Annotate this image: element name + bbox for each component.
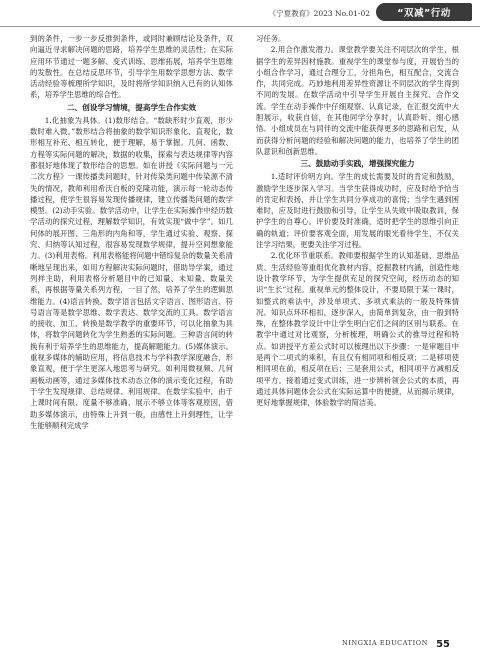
journal-name-en: NINGXIA EDUCATION — [342, 639, 428, 647]
body-paragraph: 2.用合作激发潜力。课堂教学要关注不同层次的学生，根据学生的差异因材施教。重视学生的课堂参与度，开展恰当的小组合作学习，通过合理分工，分担角色，相互配合，交流合作，共同完成。巧妙地利用差异性资源让不同层次的学生得到不同的发展。在数学活动中引导学生开展自主探究、合作交流。学生在动手操作中仔细观察、认真记录，在汇报交流中大胆展示，收获自信，在其他同学分享时，认真聆听、细心感悟。小组成员在与同伴的交流中能获得更多的思路和启发，从而获得分析问题的经验和解决问题的能力，也培养了学生的团队意识和创新思维。 — [256, 45, 459, 156]
body-paragraph: 习任务。 — [256, 34, 286, 43]
body-paragraph: 到的条件，一步一步反推到条件，或同时兼顾结论及条件，双向逼近寻求解决问题的思路，培养学生思维的灵活性；在实际应用环节通过一题多解、变式训练、思维拓展，培养学生思维的发散性。在总结反思环节，引导学生用数学思想方法、数学活动经验等梳理所学知识，及时将所学知识纳入已有的认知体系，培养学生思维的综合性。 — [30, 34, 233, 100]
body-paragraph: 1.化抽象为具体。(1)数形结合。“数缺形时少直观，形少数时难入微。”数形结合将抽象的数学知识形象化、直观化，数形相互补充、相互转化，便于理解，易于掌握。几何、函数、方程等实际问题的解决，数据的收集，探索与表达规律等内容都很好地体现了数形结合的思想。如在讲授《实际问题与一元二次方程》一课传播类问题时，针对传染类问题中传染源不清失的情况，教师利用希沃白板的克隆功能，演示每一轮动态传播过程，使学生很容易发现传播规律，建立传播类问题的数学模型。(2)动手实验。数学活动中，让学生在实际操作中经历数学活动的探究过程，理解数学知识，有效实现“做中学”。如几何体的展开图、三角形的内角和等，学生通过实验、观察、探究、归纳等认知过程，很容易发现数学规律，提升空间想象能力。(3)利用表格。利用表格能将问题中错综复杂的数量关系清晰地呈现出来，如用方程解决实际问题时，借助导学案，通过列样主助，利用表格分析题目中的已知量、未知量、数量关系，再根据等量关系列方程，一目了然，培养了学生的逻辑思维能力。(4)语言转换。数学语言包括文字语言、图形语言、符号语言等是数学思维、数学表达、数学交流的工具。数学语言的接收、加工、转换是数学教学的重要环节，可以化抽象为具体，将数学问题转化为学生熟悉的实际问题。三种语言间的转换有利于培养学生的思维能力，提高解题能力。(5)媒体演示。重视多媒体的辅助应用，将信息技术与学科教学深度融合，形象直观，便于学生更深入地思考与研究。如利用微视频、几何画板动画等，通过多媒体技术动态立体的演示变化过程，有助于学生发现规律、总结规律、利用规律。在数学实验中，由于上课时间有限、度量不够准确、展示不够立体等客观原因，借助多媒体演示，由特殊上升到一般，由感性上升到理性，让学生能够顺利完成学 — [30, 115, 233, 430]
right-column — [256, 33, 459, 409]
left-column — [30, 33, 233, 431]
section-banner-text: “双减”行动 — [397, 8, 451, 19]
section-heading: 二、创设学习情境，提高学生合作实效 — [66, 102, 197, 112]
body-paragraph: 1.适时评价明方向。学生的成长需要及时的肯定和鼓励，激励学生逐步深入学习。当学生获得成功时，应及时给予恰当的肯定和表扬，并让学生共同分享成功的喜悦；当学生遇到困难时，应及时进行鼓励和引导，让学生从失败中吸取教训，保护学生的自尊心。评价要及时准确，适时把学生的思维引向正确的轨道；评价要客观全面，用发展的眼光看待学生，不仅关注学习结果，更要关注学习过程。 — [256, 172, 459, 250]
section-banner — [376, 3, 472, 21]
page-header — [0, 0, 480, 27]
body-paragraph: 2.优化环节重联系。教师要根据学生的认知基础、思维品质、生活经验等重组优化教材内容，挖掘教材内涵，创造性地设计教学环节，为学生提供充足的探究空间，经历动态的知识“生长”过程。重视单元的整体设计，不要局限于某一课时，如整式的乘法中，涉及单项式、多项式乘法的一般及特殊情况。知识点环环相扣，逐步深入，由简单到复杂，由一般到特殊，在整体教学设计中让学生明白它们之间的区别与联系。在教学中通过对比观察，分析梳理，明确公式的推导过程和特点。如讲授平方差公式时可以梳理出以下步骤：一是审题目中是两个二项式的乘积，有且仅有相同项和相反项；二是移项使相同项在前，相反项在后；三是套用公式，相同项平方减相反项平方。接着通过变式训练，进一步辨析领会公式的本质，再通过具体问题体会公式在实际运算中的便捷，从而揭示规律，更好地掌握规律，体验数学的简洁美。 — [256, 251, 459, 408]
section-heading: 三、鼓励动手实践，增强探究能力 — [300, 159, 415, 169]
page-footer — [0, 632, 480, 656]
page-number: 55 — [436, 639, 450, 650]
journal-issue-label: 《宁夏教育》2023 No.01-02 — [268, 9, 370, 18]
